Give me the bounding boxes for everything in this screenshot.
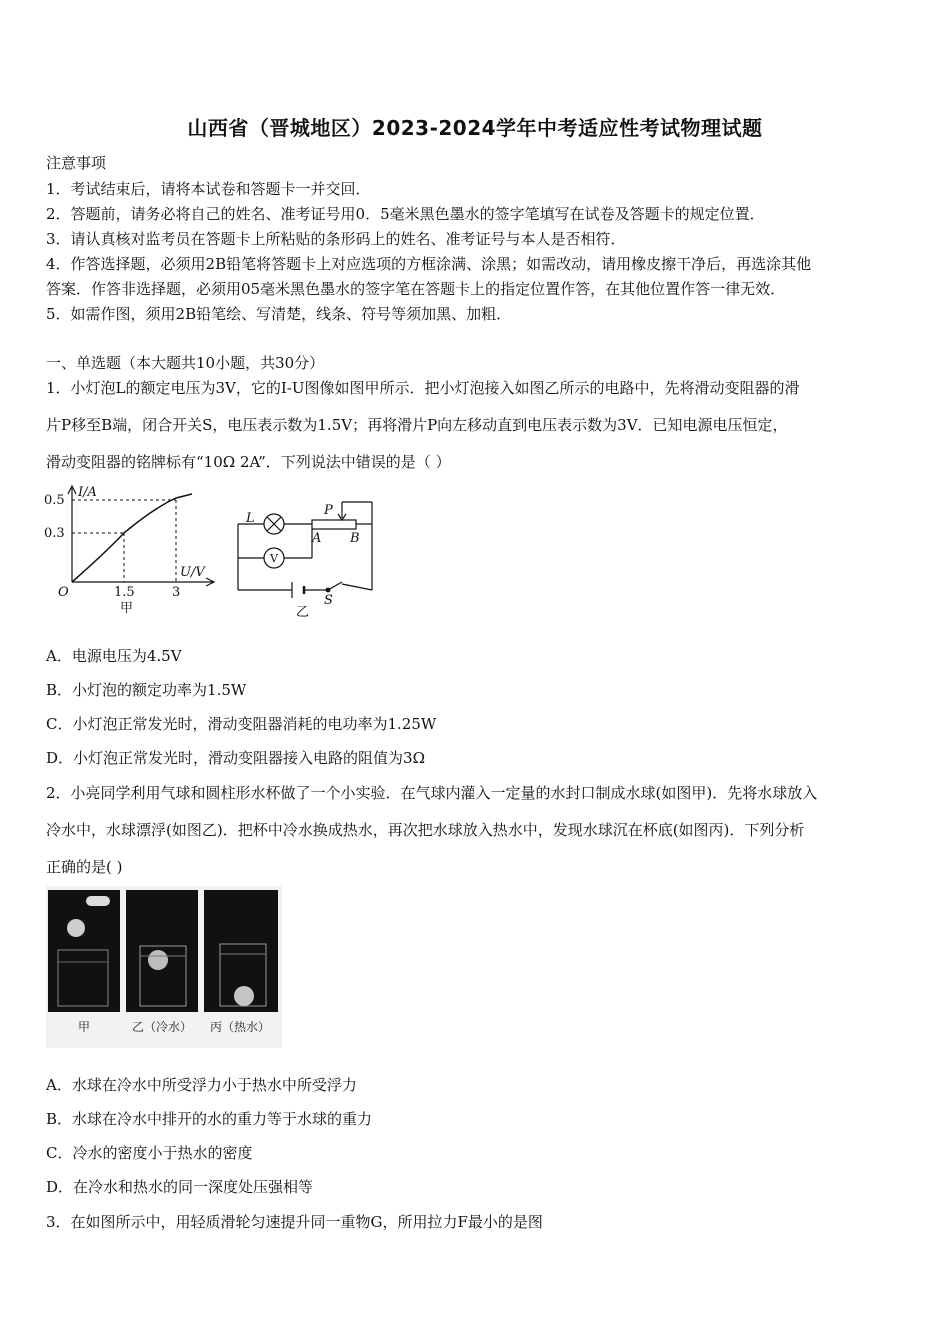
- photo-caption: 丙（热水）: [210, 1020, 271, 1034]
- rheostat-symbol: [312, 520, 356, 529]
- photo-caption: 甲: [78, 1020, 91, 1034]
- origin-label: O: [58, 585, 69, 600]
- question-1-line: 滑动变阻器的铭牌标有“10Ω 2A”．下列说法中错误的是（ ）: [46, 453, 451, 471]
- photo-panel-bing: [204, 890, 278, 1012]
- notice-item: 答案．作答非选择题，必须用05毫米黑色墨水的签字笔在答题卡上的指定位置作答，在其他位置作答一律无效．: [46, 280, 786, 298]
- notice-item: 4．作答选择题，必须用2B铅笔将答题卡上对应选项的方框涂满、涂黑；如需改动，请用橡皮擦干净后，再选涂其他: [46, 255, 812, 273]
- question-1-line: 片P移至B端，闭合开关S，电压表示数为1.5V；再将滑片P向左移动直到电压表示数为3V．已知电源电压恒定，: [46, 416, 788, 434]
- option-a: A．水球在冷水中所受浮力小于热水中所受浮力: [46, 1076, 357, 1094]
- x-axis-label: U/V: [180, 565, 205, 580]
- end-a-label: A: [312, 531, 322, 546]
- experiment-photo: [46, 886, 282, 1048]
- option-b: B．水球在冷水中排开的水的重力等于水球的重力: [46, 1110, 373, 1128]
- notice-item: 5．如需作图，须用2B铅笔绘、写清楚，线条、符号等须加黑、加粗．: [46, 305, 512, 323]
- question-2-line: 2．小亮同学利用气球和圆柱形水杯做了一个小实验．在气球内灌入一定量的水封口制成水球(如图甲)．先将水球放入: [46, 784, 818, 802]
- switch-symbol: [328, 582, 342, 590]
- exam-title: 山西省（晋城地区）2023-2024学年中考适应性考试物理试题: [187, 116, 763, 140]
- photo-caption: 乙（冷水）: [132, 1020, 193, 1034]
- notice-item: 3．请认真核对监考员在答题卡上所粘贴的条形码上的姓名、准考证号与本人是否相符．: [46, 230, 626, 248]
- end-b-label: B: [350, 531, 360, 546]
- voltmeter-label: V: [270, 552, 278, 565]
- question-1-line: 1．小灯泡L的额定电压为3V，它的I-U图像如图甲所示．把小灯泡接入如图乙所示的电路中，先将滑动变阻器的滑: [46, 379, 800, 397]
- y-tick: 0.5: [44, 493, 65, 508]
- lamp-label: L: [246, 511, 255, 526]
- x-tick: 1.5: [114, 585, 135, 600]
- photo-panel-yi: [126, 890, 198, 1012]
- section-heading: 一、单选题（本大题共10小题，共30分）: [46, 354, 325, 372]
- option-a: A．电源电压为4.5V: [46, 647, 182, 665]
- iu-graph: [44, 482, 224, 618]
- notice-item: 1．考试结束后，请将本试卷和答题卡一并交回．: [46, 180, 371, 198]
- question-2-line: 正确的是( ): [46, 858, 123, 876]
- notice-item: 2．答题前，请务必将自己的姓名、准考证号用0．5毫米黑色墨水的签字笔填写在试卷及答题卡的规定位置．: [46, 205, 765, 223]
- question-3-line: 3．在如图所示中，用轻质滑轮匀速提升同一重物G，所用拉力F最小的是图: [46, 1213, 543, 1231]
- option-d: D．小灯泡正常发光时，滑动变阻器接入电路的阻值为3Ω: [46, 749, 426, 767]
- graph-caption: 甲: [120, 601, 134, 616]
- slider-label: P: [324, 503, 333, 518]
- wire-bottom-right: [342, 584, 372, 590]
- circuit-diagram: [232, 492, 382, 620]
- y-axis-label: I/A: [78, 485, 97, 500]
- circuit-caption: 乙: [296, 605, 310, 620]
- option-c: C．冷水的密度小于热水的密度: [46, 1144, 253, 1162]
- option-c: C．小灯泡正常发光时，滑动变阻器消耗的电功率为1.25W: [46, 715, 437, 733]
- notice-heading: 注意事项: [46, 154, 107, 172]
- question-2-line: 冷水中，水球漂浮(如图乙)．把杯中冷水换成热水，再次把水球放入热水中，发现水球沉在杯底(如图丙)．下列分析: [46, 821, 805, 839]
- x-tick: 3: [172, 585, 181, 600]
- photo-panel-jia: [48, 890, 120, 1012]
- option-b: B．小灯泡的额定功率为1.5W: [46, 681, 247, 699]
- iu-curve: [72, 494, 192, 582]
- switch-label: S: [324, 593, 333, 608]
- option-d: D．在冷水和热水的同一深度处压强相等: [46, 1178, 314, 1196]
- y-tick: 0.3: [44, 526, 65, 541]
